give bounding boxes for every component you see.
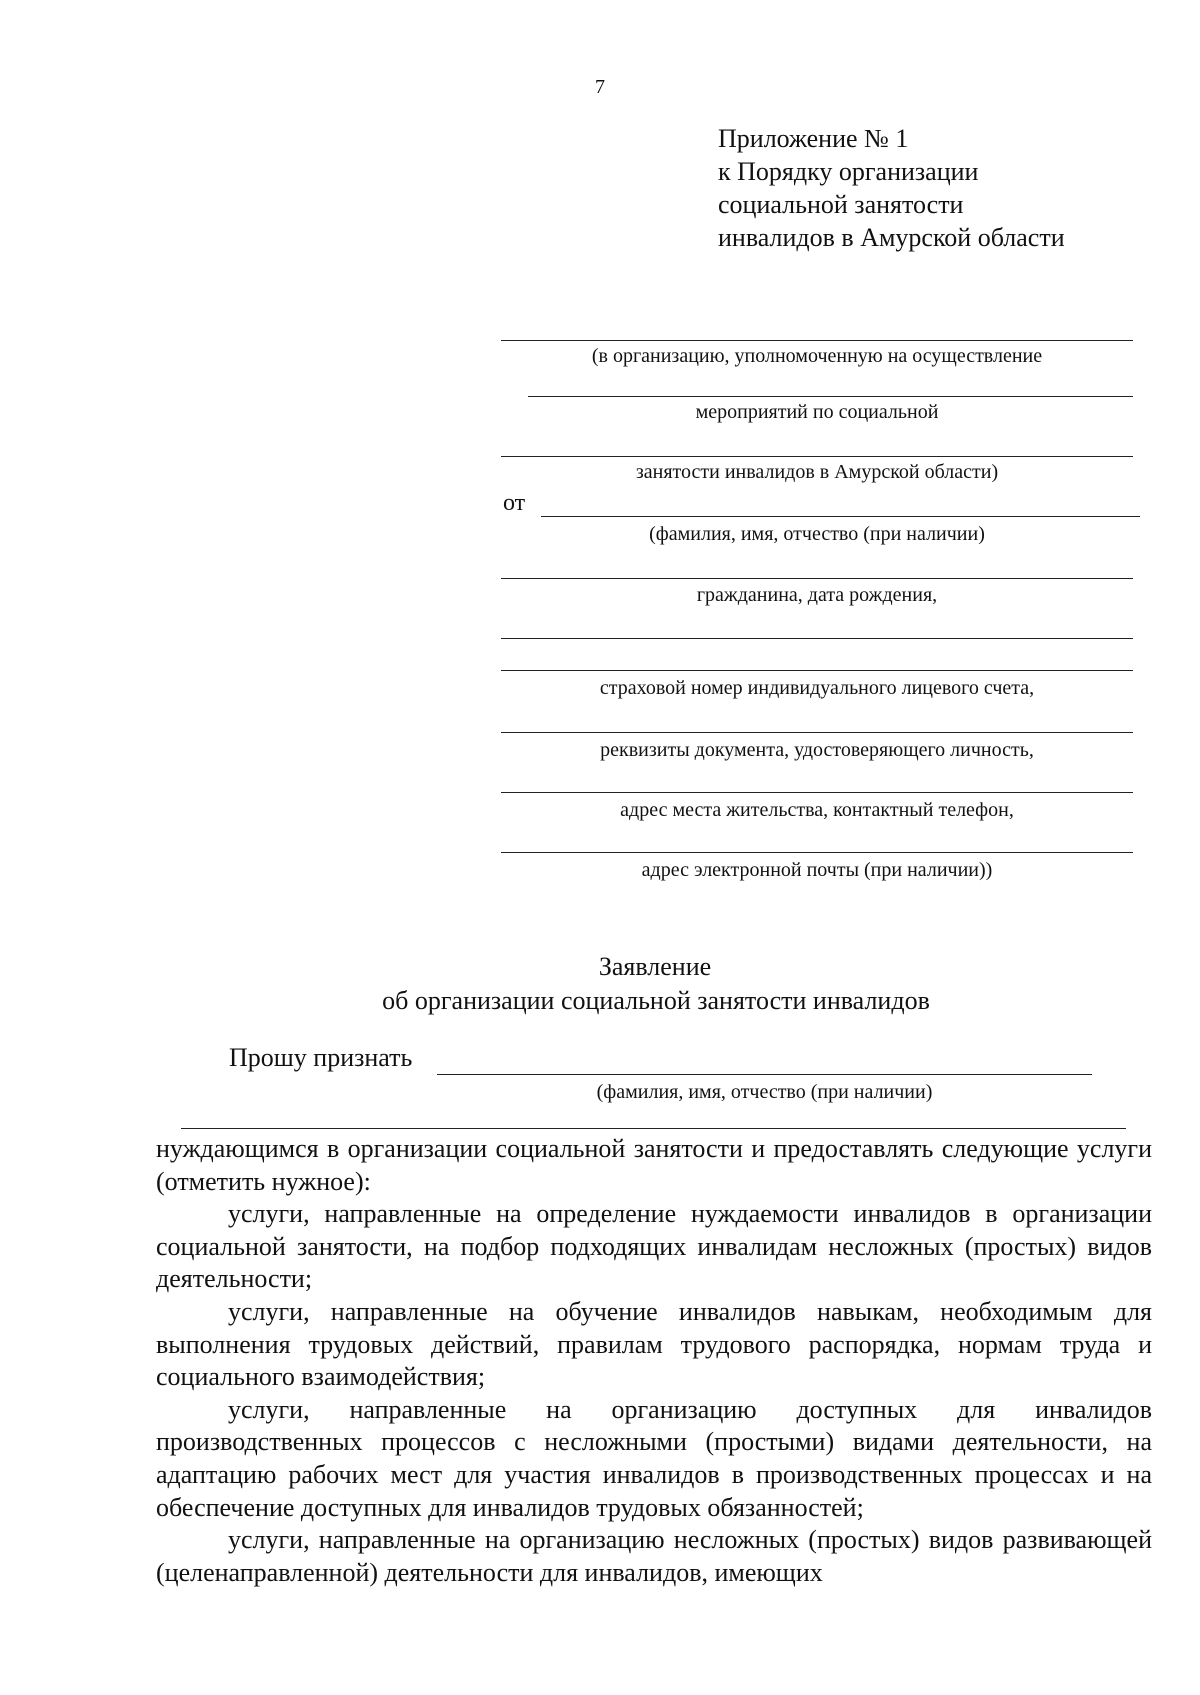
applicant-line-4[interactable] <box>501 670 1133 671</box>
service-option-developmental-activity[interactable]: услуги, направленные на организацию несложных (простых) видов развивающей (целенаправленной) деятельности для инвалидов, имеющих <box>156 1525 1152 1587</box>
service-option-training[interactable]: услуги, направленные на обучение инвалидов навыкам, необходимым для выполнения трудовых действий, правилам трудового распорядка, нормам труда и социального взаимодействия; <box>156 1296 1152 1392</box>
from-label: от <box>503 490 526 516</box>
body-paragraph: нуждающимся в организации социальной занятости и предоставлять следующие услуги (отметить нужное): <box>156 1134 1152 1196</box>
applicant-line-5[interactable] <box>501 732 1133 733</box>
organization-caption-2: мероприятий по социальной <box>695 401 939 423</box>
document-title <box>0 950 1200 984</box>
applicant-name-line[interactable] <box>541 516 1140 517</box>
appendix-line: инвалидов в Амурской области <box>718 223 1065 252</box>
email-caption: адрес электронной почты (при наличии)) <box>641 859 993 881</box>
organization-caption-3: занятости инвалидов в Амурской области) <box>635 461 999 483</box>
appendix-line: Приложение № 1 <box>718 124 909 153</box>
request-name-line[interactable] <box>437 1074 1092 1075</box>
applicant-name-caption: (фамилия, имя, отчество (при наличии) <box>649 523 985 545</box>
title-line-2: об организации социальной занятости инвалидов <box>382 986 930 1015</box>
service-option-workplace-adaptation[interactable]: услуги, направленные на организацию доступных для инвалидов производственных процессов с несложными (простыми) видами деятельности, на адаптацию рабочих мест для участия инвалидов в производственных процессах и на обеспечение доступных для инвалидов трудовых обязанностей; <box>156 1394 1152 1522</box>
request-name-line-2[interactable] <box>181 1128 1126 1129</box>
services-list <box>156 1133 1152 1589</box>
applicant-line-3[interactable] <box>501 638 1133 639</box>
organization-line-1[interactable] <box>501 340 1133 341</box>
appendix-line: к Порядку организации <box>718 157 979 186</box>
appendix-reference <box>718 122 1065 254</box>
applicant-line-2[interactable] <box>501 578 1133 579</box>
page-number: 7 <box>595 76 605 98</box>
request-label: Прошу признать <box>229 1043 413 1072</box>
organization-line-2[interactable] <box>528 396 1133 397</box>
document-subtitle <box>0 984 1200 1018</box>
organization-line-3[interactable] <box>501 456 1133 457</box>
applicant-line-7[interactable] <box>501 852 1133 853</box>
organization-caption-1: (в организацию, уполномоченную на осуществление <box>591 345 1043 367</box>
appendix-line: социальной занятости <box>718 190 964 219</box>
snils-caption: страховой номер индивидуального лицевого счета, <box>599 677 1035 699</box>
address-caption: адрес места жительства, контактный телефон, <box>620 799 1014 821</box>
applicant-line-6[interactable] <box>501 792 1133 793</box>
id-document-caption: реквизиты документа, удостоверяющего личность, <box>600 739 1034 761</box>
birth-date-caption: гражданина, дата рождения, <box>696 584 938 606</box>
service-option-needs-assessment[interactable]: услуги, направленные на определение нуждаемости инвалидов в организации социальной занятости, на подбор подходящих инвалидам несложных (простых) видов деятельности; <box>156 1199 1152 1294</box>
request-name-caption: (фамилия, имя, отчество (при наличии) <box>596 1081 933 1103</box>
title-line-1: Заявление <box>598 952 712 981</box>
